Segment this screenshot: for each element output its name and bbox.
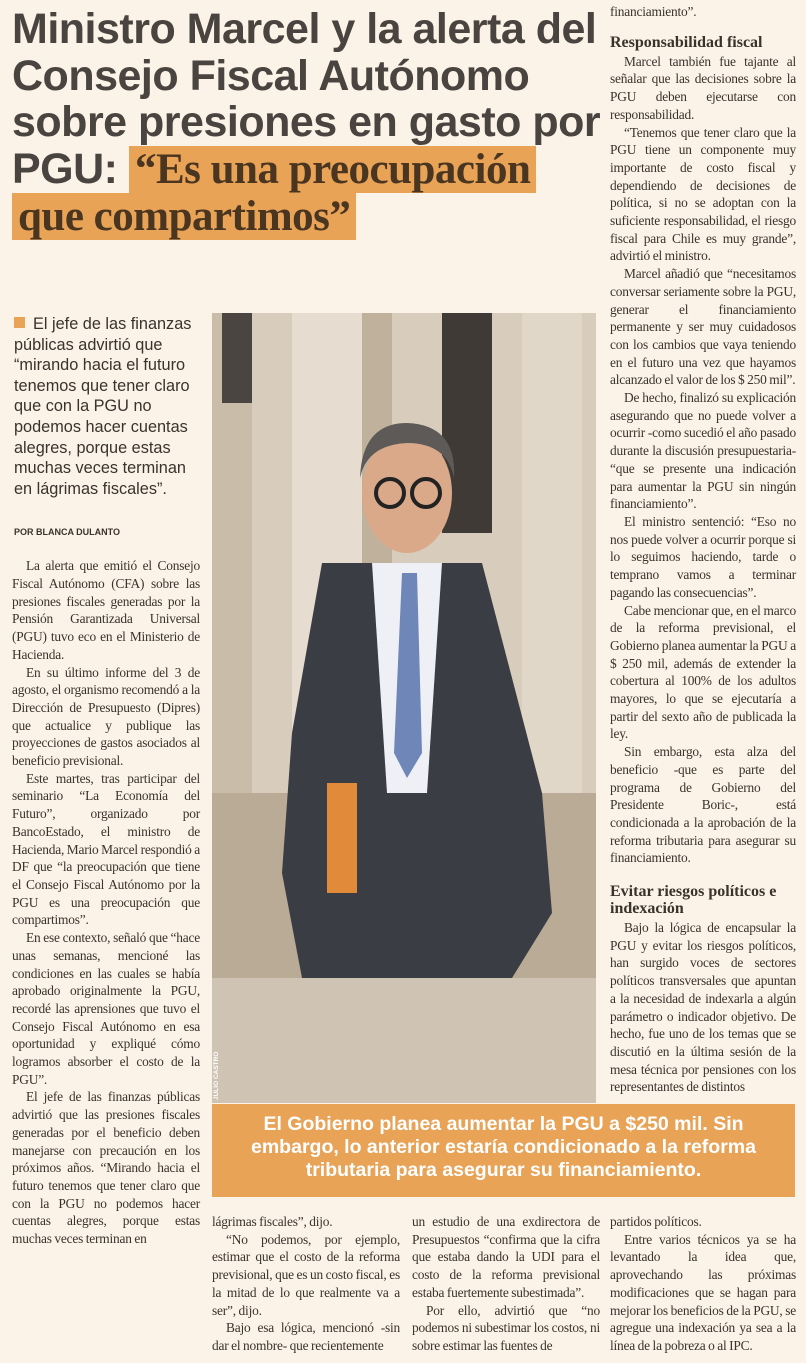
photo-credit: JULIO CASTRO [213,1051,220,1100]
paragraph: Por ello, advirtió que “no podemos ni subestimar los costos, ni sobre estimar las fuentes de [412,1302,600,1353]
paragraph: La alerta que emitió el Consejo Fiscal Autónomo (CFA) sobre las presiones fiscales generadas por la Pensión Garantizada Universal (PGU) tuvo eco en el Ministerio de Hacienda. [12,558,200,662]
lead-text: El jefe de las finanzas públicas advirtió que “mirando hacia el futuro tenemos que tener claro que con la PGU no podemos hacer cuentas alegres, porque estas muchas veces terminan en lágrimas fiscales”. [14,315,192,498]
column-2 [212,1213,400,1355]
photo-minister [212,313,596,1103]
paragraph: De hecho, finalizó su explicación asegurando que no puede volver a ocurrir -como sucedió el año pasado durante la discusión presupuestaria- “que se presente una indicación para aumentar la PGU sin ningún financiamiento”. [610,390,796,512]
byline: POR BLANCA DULANTO [14,527,120,538]
headline-quote: “Es una preocupación que compartimos” [12,146,536,241]
left-column [12,314,202,1248]
paragraph: Marcel también fue tajante al señalar que las decisiones sobre la PGU deben ejecutarse con responsabilidad. [610,53,796,122]
paragraph: Bajo la lógica de encapsular la PGU y evitar los riesgos políticos, han surgido voces de sectores políticos transversales que apuntan a la necesidad de indexarla a algún parámetro o indicador objetivo. De hecho, fue uno de los temas que se discutió en la última sesión de la mesa técnica por pensiones con los representantes de distintos [610,920,796,1095]
paragraph: financiamiento”. [610,4,697,19]
column-1 [12,557,200,1247]
column-4 [610,3,796,1096]
headline-text: Ministro Marcel y la alerta del Consejo Fiscal Autónomo sobre presiones en gasto por PGU: [12,5,601,193]
paragraph: “Tenemos que tener claro que la PGU tiene un componente muy importante de costo fiscal y dependiendo de decisiones de política, si no se adoptan con la suficiente responsabilidad, el riesgo fiscal para Chile es muy grande”, advirtió el ministro. [610,124,796,264]
paragraph: En ese contexto, señaló que “hace unas semanas, mencioné las condiciones en las cuales se había aprobado originalmente la PGU, recordé las aprensiones que tuvo el Consejo Fiscal Autónomo en esa oportunidad y expliqué cómo logramos absorber el costo de la PGU”. [12,930,200,1087]
paragraph: Cabe mencionar que, en el marco de la reforma previsional, el Gobierno planea aumentar la PGU a $ 250 mil, además de extender la cobertura al 100% de los adultos mayores, lo que se ejecutaría a partir del sexto año de publicada la ley. [610,602,796,742]
paragraph: un estudio de una exdirectora de Presupuestos “confirma que la cifra que estaba dando la UDI para el costo de la reforma previsional estaba fuertemente subestimada”. [412,1214,600,1300]
bullet-square-icon [14,317,25,328]
subheading-indexacion: Evitar riesgos políticos e indexación [610,883,777,918]
paragraph: En su último informe del 3 de agosto, el organismo recomendó a la Dirección de Presupuesto (Dipres) que actualice y publique las proyecciones de gastos asociados al beneficio previsional. [12,664,200,769]
headline [12,6,602,241]
subheading-responsabilidad: Responsabilidad fiscal [610,33,763,51]
lead-summary [12,314,202,499]
pull-quote-banner: El Gobierno planea aumentar la PGU a $250 mil. Sin embargo, lo anterior estaría condicionado a la reforma tributaria para asegurar su financiamiento. [212,1104,795,1197]
paragraph: Entre varios técnicos ya se ha levantado la idea que, aprovechando las próximas modificaciones que se hagan para mejorar los beneficios de la PGU, se agregue una indexación ya sea a la línea de la pobreza o al IPC. [610,1231,796,1353]
paragraph: El jefe de las finanzas públicas advirtió que las presiones fiscales generadas por el beneficio deben manejarse con precaución en los próximos años. “Mirando hacia el futuro tenemos que tener claro que con la PGU no podemos hacer cuentas alegres, porque estas muchas veces terminan en [12,1089,200,1247]
paragraph: Este martes, tras participar del seminario “La Economía del Futuro”, organizado por BancoEstado, el ministro de Hacienda, Mario Marcel respondió a DF que “la preocupación que tiene el Consejo Fiscal Autónomo por la PGU es una preocupación que compartimos”. [12,770,200,928]
paragraph: partidos políticos. [610,1214,702,1229]
column-3 [412,1213,600,1355]
photo-illustration [212,313,596,978]
paragraph: Marcel añadió que “necesitamos conversar seriamente sobre la PGU, generar el financiamiento permanente y ser muy cuidadosos con los cambios que vaya teniendo en el futuro una vez que hayamos alcanzado el valor de los $ 250 mil”. [610,266,796,388]
paragraph: lágrimas fiscales”, dijo. [212,1214,333,1229]
paragraph: El ministro sentenció: “Eso no nos puede volver a ocurrir porque si lo seguimos haciendo, tarde o temprano vamos a terminar pagando las consecuencias”. [610,513,796,600]
paragraph: Bajo esa lógica, mencionó -sin dar el nombre- que recientemente [212,1320,400,1353]
paragraph: Sin embargo, esta alza del beneficio -que es parte del programa de Gobierno del Presidente Boric-, está condicionada a la aprobación de la reforma tributaria para asegurar su financiamiento. [610,744,796,866]
paragraph: “No podemos, por ejemplo, estimar que el costo de la reforma previsional, que es un costo fiscal, es la mitad de lo que realmente va a ser”, dijo. [212,1231,400,1318]
column-5 [610,1213,796,1355]
